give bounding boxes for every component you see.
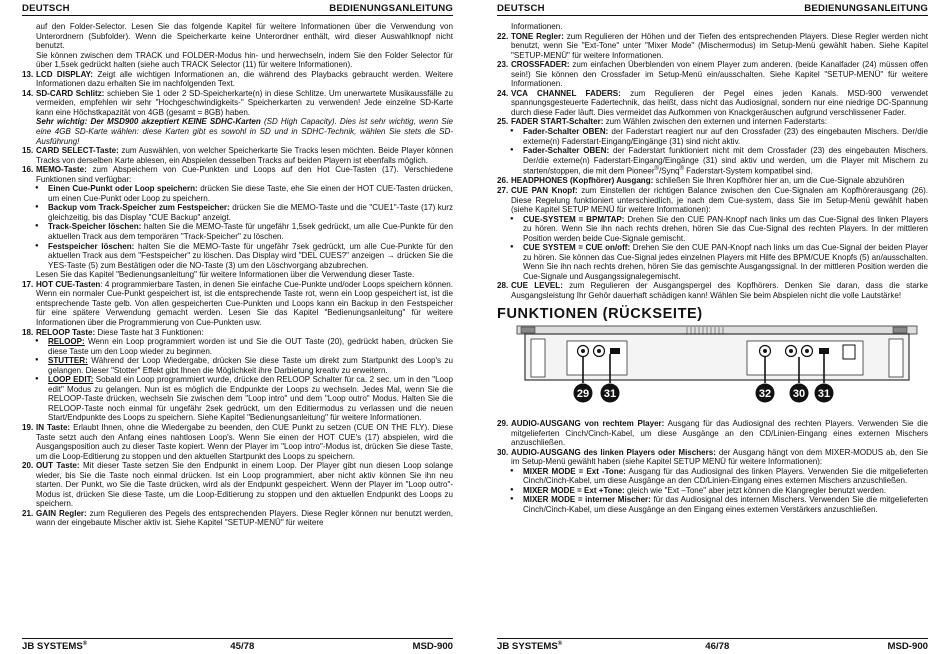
page-body — [22, 22, 453, 528]
bullet-term: Backup vom Track-Speicher zum Festspeicher: — [48, 203, 230, 213]
item-term: HEADPHONES (Kopfhörer) Ausgang: — [511, 176, 654, 186]
page-46 — [475, 0, 950, 654]
item-text: zum Abspeichern von Cue-Punkten und Loops auf den Hot Cue-Tasten (17). Verschiedene Funktionen sind verfügbar: — [36, 165, 453, 184]
bullet-item — [22, 203, 453, 222]
bullet-item — [22, 222, 453, 241]
bullet-item — [497, 467, 928, 486]
callout-label: 31 — [603, 388, 617, 401]
bullet-text: Wenn ein Loop programmiert worden ist und Sie die OUT Taste (20), gedrückt haben, drücken Sie diese Taste um den Loop wieder zu beginnen. — [48, 337, 453, 356]
bullet-text: halten Sie die MEMO-Taste für ungefähr 1,5sek gedrückt, um alle Cue-Punkte für den aktuellen Track aus dem temporären "Track-Speicher" zu löschen. — [48, 222, 453, 242]
paragraph: auf den Folder-Selector. Lesen Sie das folgende Kapitel für weitere Informationen über die Verwendung von Unterordnern (Subfolder). Wenn die Speicherkarte keine Unterordner enthält, wird dieser Auswahlknopf nicht benutzt. — [36, 22, 453, 51]
bullet-text: Drehen Sie den CUE PAN-Knopf nach links um das Cue-Signal der beiden Player zu hören. Sie können das Cue-Signal jedes einzelnen Players mit Hilfe des BPM/CUE Knopfs (5) an/ausschalten. Wenn Sie ihn nach rechts drehen, hören Sie das gemischte Ausgangssignal. In der mittleren Position werden die Cue-Signale und Ausgangssignalegemischt. — [523, 243, 928, 281]
item-term: RELOOP Taste: — [36, 327, 96, 337]
header-title: BEDIENUNGSANLEITUNG — [804, 3, 928, 14]
item-term: AUDIO-AUSGANG von rechtem Player: — [511, 419, 665, 429]
bullet-text: Sobald ein Loop programmiert wurde, drücke den RELOOP Schalter für ca. 2 sec. um in den "Loop edit" Modus zu gelangen. Nun ist es möglich die Endpunkte der Loops zu wechseln. Jedes Mal, wenn Sie die RELOOP-Taste drücken, wechseln Sie zwischen dem "Loop intro" und dem "Loop outro" Modus. Halten Sie die RELOOP-Taste noch einmal für ungefähr 2sek gedrückt, um den Editiermodus zu verlassen und die neuen Start/Endpunkte des Loops zu speichern. Siehe Kapitel "Bedienungsanleitung" für weitere Informationen. — [48, 375, 453, 423]
item-number: 22. — [497, 31, 509, 41]
bullet-term: Fader-Schalter OBEN: — [523, 127, 609, 137]
bullet-item — [497, 215, 928, 244]
list-item-20 — [22, 461, 453, 509]
bullet-item — [497, 127, 928, 146]
list-item-21 — [22, 509, 453, 528]
item-number: 26. — [497, 176, 509, 186]
page-body — [497, 22, 928, 515]
footer-model: MSD-900 — [412, 641, 453, 652]
callout-label: 32 — [758, 388, 772, 401]
item-number: 23. — [497, 60, 509, 70]
brand-text: JB SYSTEMS — [497, 641, 558, 652]
bullet-term: Einen Cue-Punkt oder Loop speichern: — [48, 184, 198, 194]
item-text: zum Regulieren der Ausgangspergel des Kopfhörers. Denken Sie daran, dass die starke Ausgangsleistung Ihr Gehör dauerhaft schädigen kann! Wählen Sie beim Abspielen nicht die volle Lautstärke! — [511, 281, 928, 300]
list-item-30 — [497, 448, 928, 467]
list-item-24 — [497, 89, 928, 118]
list-item-16 — [22, 165, 453, 184]
list-item-22 — [497, 32, 928, 61]
item-text: Erlaubt Ihnen, ohne die Wiedergabe zu beenden, den CUE Punkt zu setzen (CUE ON THE FLY). Diese Taste setzt auch den Anfang eines nahtlosen Loop's. Wenn Sie einen der HOT CUE's (17) abspielen, wird die Ausgangsposition auch zu dieser Taste kopiert. Wenn der Player im "Loop intro"-Modus ist, drücken Sie diese Taste, um die Loop-Editierung zu stoppen und den aktuellen Startpunkt des Loops zu speichern. — [36, 422, 453, 461]
item-text: der Ausgang hängt von dem MIXER-MODUS ab, den Sie im Setup-Menü gewählt haben (siehe Kapitel SETUP MENÜ für weitere Informationen): — [511, 447, 928, 467]
list-item-18 — [22, 328, 453, 338]
item-term: SD-CARD Schlitz: — [36, 88, 105, 98]
bullet-text: drücken Sie diese Taste, ehe Sie einen der HOT CUE-Tasten drücken, um einen Cue-Punkt oder Loop zu speichern. — [48, 184, 453, 203]
bullet-term: MIXER MODE = interner Mischer: — [523, 495, 651, 505]
bullet-term: MIXER MODE = Ext +Tone: — [523, 485, 625, 495]
item-number: 18. — [22, 327, 34, 337]
item-term: AUDIO-AUSGANG des linken Players oder Mischers: — [511, 447, 716, 457]
item-text: zum Auswählen, von welcher Speicherkarte Sie Tracks lesen möchten. Beide Player können Tracks von derselben Karte ablesen, ein Abspielen desselben Tracks auf beiden Playern ist ebenfalls möglich. — [36, 146, 453, 165]
item-text: zum Regulieren der Höhen und der Tiefen des entsprechenden Players. Diese Regler werden nicht benutzt, wenn Sie "Ext-Tone" unter "Mixer Mode" (Mischermodus) im Setup-Menü gewählt haben. Siehe Kapitel "SETUP-MENÜ" für weitere Informationen. — [511, 31, 928, 60]
item-term: CUE LEVEL: — [511, 281, 563, 291]
item-term: OUT Taste: — [36, 461, 80, 471]
item-text: schieben Sie 1 oder 2 SD-Speicherkarte(n) in diese Schlitze. Um unerwartete Musikaussfälle zu vermeiden, empfehlen wir sehr "Hochgeschwindigkeits-" Speicherkarten zu verwenden! Jede einzelne SD-Karte kann eine Höchstkapazität von 4GB (gesamt = 8GB) haben. — [36, 88, 454, 117]
page-footer — [22, 638, 453, 652]
footer-model: MSD-900 — [887, 641, 928, 652]
warning-text: Sehr wichtig: Der MSD900 akzeptiert KEINE SDHC-Karten — [36, 117, 261, 127]
callout-label: 29 — [576, 388, 590, 401]
bullet-item — [22, 375, 453, 423]
item-text: Ausgang für das Audiosignal des rechten Players. Verwenden Sie die mitgelieferten Cinch/Cinch-Kabel, um diese Ausgänge an den CD/Linien-Eingang eines externen Mischers anzuschließen. — [511, 419, 928, 448]
bullet-item — [22, 242, 453, 271]
brand-text: JB SYSTEMS — [22, 641, 83, 652]
bullet-term: CUE-SYSTEM = BPM/TAP: — [523, 214, 625, 224]
item-term: TONE Regler: — [511, 31, 564, 41]
bullet-item — [497, 243, 928, 281]
rear-panel-drawing — [497, 325, 932, 413]
item-text: zum Wählen zwischen den externen und internen Faderstarts: — [603, 117, 828, 127]
page-header — [497, 2, 928, 16]
item-term: CARD SELECT-Taste: — [36, 146, 119, 156]
bullet-text: für das Audiosignal des internen Mischers. Verwenden Sie die mitgelieferten Cinch/Cinch-Kabel, um diese Ausgänge an den Eingang eines externen Verstärkers anzuschließen. — [523, 495, 928, 514]
warning-detail: (SD High Capacity). Dies ist sehr wichtig, wenn Sie eine 4GB SD-Karte wählen: diese Karten gibt es sowohl in SD und in SDHC-Technik, wählen Sie stets die SD-Ausführung! — [36, 117, 453, 146]
item-term: VCA CHANNEL FADERS: — [511, 88, 621, 98]
item-number: 15. — [22, 146, 34, 156]
item-text: zum einfachen Überblenden von einem Player zum anderen. (beide Kanalfader (24) müssen offen sein!) Sie können den Crossfader im Setup-Menü ein/ausschalten. Siehe Kapitel "SETUP-MENÜ" für weitere Informationen. — [511, 60, 928, 89]
bullet-item — [497, 146, 928, 176]
item-number: 13. — [22, 69, 34, 79]
bullet-term: STUTTER: — [48, 356, 88, 366]
bullet-text: Drehen Sie den CUE PAN-Knopf nach links um das Cue-Signal des linken Players zu hören. Wenn Sie ihn nach rechts drehen, hören Sie das Cue-Signal des rechten Players. In der mittleren Position werden beide Cue-Signale gemischt. — [523, 214, 928, 243]
item-number: 27. — [497, 185, 509, 195]
registered-mark: ® — [679, 166, 684, 173]
registered-mark: ® — [654, 166, 659, 173]
item-number: 14. — [22, 88, 34, 98]
item-term: GAIN Regler: — [36, 508, 87, 518]
bullet-text: der Faderstart funktioniert nicht mit dem Crossfader (23) des eingebauten Mischers. Der/die externe(n) Faderstart-Eingang/Eingänge (31) sind aktiv und werden, um die Player mit Mischern zu starten/stoppen, die mit dem Pioneer — [523, 146, 929, 176]
callout-label: 30 — [792, 388, 806, 401]
bullet-text: Während der Loop Wiedergabe, drücken Sie diese Taste um direkt zum Startpunkt des Loop's zu gelangen. Dieser "Stotter" Effekt gibt Ihnen die Möglichkeit ihre Darbietung kreativ zu erweitern. — [48, 356, 453, 375]
item-number: 16. — [22, 165, 34, 175]
item-term: HOT CUE-Tasten — [36, 279, 101, 289]
item-number: 30. — [497, 447, 509, 457]
list-item-19 — [22, 423, 453, 461]
registered-mark: ® — [82, 640, 88, 647]
item-text: zum Regulieren der Pegel eines jeden Kanals. MSD-900 verwendet spannungsgesteuerte Fadertechnik, das heißt, dass nicht das Audiosignal, sondern nur eine niedrige DC-Spannung durch diese Fader läuft. Dies vermeidet das Aufkommen von Knackgeräuschen aufgrund verschlissener Fader. — [511, 88, 928, 117]
item-text: schließen Sie Ihren Kopfhörer hier an, um die Cue-Signale abzuhören — [653, 176, 905, 186]
bullet-term: LOOP EDIT: — [48, 375, 94, 385]
list-item-29 — [497, 419, 928, 448]
bullet-text: der Faderstart reagiert nur auf den Crossfader (23) des eingebauten Mischers. Der/die externe(n) Faderstart-Eingang/Eingänge (31) sind nicht aktiv. — [523, 127, 928, 146]
bullet-term: Track-Speicher löschen: — [48, 222, 142, 232]
list-item-25 — [497, 117, 928, 127]
paragraph: Informationen. — [511, 22, 563, 31]
item-number: 20. — [22, 461, 34, 471]
item-term: LCD DISPLAY: — [36, 69, 94, 79]
footer-brand — [497, 641, 562, 652]
list-item-27 — [497, 186, 928, 215]
list-item-14 — [22, 89, 453, 146]
paragraph: Sie können zwischen dem TRACK und FOLDER-Modus hin- und herwechseln, indem Sie den Folder Selector für über 1,5sek gedrückt halten (siehe auch TRACK Selector (11) für weitere Informationen). — [36, 50, 453, 70]
item-text: zum Regulieren des Pegels des entsprechenden Players. Diese Regler können nur benutzt werden, wann der eingebaute Mischer aktiv ist. Siehe Kapitel "SETUP-MENÜ" für weitere — [36, 508, 454, 528]
bullet-item — [497, 495, 928, 514]
item-text: Zeigt alle wichtigen Informationen an, die während des Playbacks gebraucht werden. Weitere Informationen dazu erhalten Sie im nachfolgenden Text. — [36, 69, 454, 89]
footer-brand — [22, 641, 87, 652]
bullet-text: gleich wie "Ext –Tone" aber jetzt können die Klangregler benutzt werden. — [624, 485, 886, 495]
bullet-item — [22, 184, 453, 203]
bullet-item — [22, 356, 453, 375]
item-number: 17. — [22, 279, 34, 289]
callout-label: 31 — [817, 388, 831, 401]
page-header — [22, 2, 453, 16]
header-title: BEDIENUNGSANLEITUNG — [329, 3, 453, 14]
bullet-term: Festspeicher löschen: — [48, 241, 135, 251]
bullet-text: halten Sie die MEMO-Taste für ungefähr 7sek gedrückt, um alle Cue-Punkte für den aktuellen Track aus dem "Festspeicher" zu löschen. Das Display wird "DEL CUES?" anzeigen → drücken Sie die YES-Taste (5) zum Bestätigen oder die NO-Taste (3) um den Löschvorgang abzubrechen. — [48, 241, 453, 270]
item-number: 29. — [497, 419, 509, 429]
item-number: 24. — [497, 88, 509, 98]
item-text: : 4 programmierbare Tasten, in denen Sie einfache Cue-Punkte und/oder Loops speichern können. Wenn ein normaler Cue-Punkt gespeichert ist, ist die entsprechende Taste rot, wenn ein Loop gespeichert ist, ist die entsprechende Taste gelb. Von allen gespeicherten Cue-Punkten und Loops kann ein Backup in den Festspeicher für eine spätere Verwendung gemacht werden. Lesen Sie das Kapitel "Bedienungsanleitung" für weitere Informationen über die Programmierung von Cue-Punkten usw. — [36, 279, 453, 327]
item-number: 19. — [22, 422, 34, 432]
paragraph: Lesen Sie das Kapitel "Bedienungsanleitung" für weitere Informationen über die Verwendung dieser Taste. — [36, 270, 415, 280]
item-text: zum Einstellen der richtigen Balance zwischen den Cue-Signalen am Kopfhörerausgang (26). Diese Regelung funktioniert unterschiedlich, je nach dem Cue-system, dass Sie im Setup-Menü gewählt haben (siehe Kapitel SETUP MENÜ für weitere Informationen): — [511, 185, 928, 215]
list-item-15 — [22, 146, 453, 165]
list-item-23 — [497, 60, 928, 89]
item-number: 21. — [22, 508, 34, 518]
bullet-text: /Synq — [658, 166, 680, 176]
item-term: MEMO-Taste: — [36, 165, 87, 175]
list-item-13 — [22, 70, 453, 89]
item-text: Diese Taste hat 3 Funktionen: — [95, 327, 204, 337]
item-text: Mit dieser Taste setzen Sie den Endpunkt in einem Loop. Der Player gibt nun diesen Loop solange wieder, bis Sie die Taste noch einmal drücken. Ist ein Loop programmiert, aber nicht aktiv können Sie ihn neu starten. Der Punkt, wo Sie die Taste drücken, wird als der Endpunkt gespeichert. Wenn der Player im "Loop outro"-Modus ist, drücken Sie diese Taste, um die Loop-Editierung zu stoppen und den aktuellen Endpunkt des Loops zu speichern. — [36, 461, 453, 509]
page-number: 46/78 — [705, 641, 730, 652]
bullet-term: Fader-Schalter OBEN: — [523, 146, 610, 156]
registered-mark: ® — [557, 640, 563, 647]
list-item-17 — [22, 280, 453, 328]
list-item-28 — [497, 281, 928, 300]
rear-panel-figure — [497, 325, 928, 413]
item-term: CROSSFADER: — [511, 60, 570, 70]
bullet-item — [497, 486, 928, 496]
list-item-26 — [497, 176, 928, 186]
item-number: 25. — [497, 117, 509, 127]
bullet-text: Ausgang für das Audiosignal des linken Players. Verwenden Sie die mitgelieferten Cinch/Cinch-Kabel, um diese Ausgänge an den CD/Linien-Eingang eines externen Mischers anzuschließen. — [523, 466, 928, 486]
item-term: CUE PAN Knopf: — [511, 185, 578, 195]
bullet-text: Faderstart-System kompatibel sind. — [683, 166, 813, 176]
bullet-text: drücken Sie die MEMO-Taste und die "CUE1"-Taste (17) kurz gleichzeitig, bis das Display "CUE Backup" anzeigt. — [48, 203, 453, 222]
page-number: 45/78 — [230, 641, 255, 652]
item-number: 28. — [497, 281, 509, 291]
page-footer — [497, 638, 928, 652]
bullet-item — [22, 337, 453, 356]
section-title: FUNKTIONEN (RÜCKSEITE) — [497, 305, 703, 322]
item-term: FADER START-Schalter: — [511, 117, 604, 127]
item-term: IN Taste: — [36, 422, 71, 432]
header-language: DEUTSCH — [22, 3, 70, 14]
bullet-term: RELOOP: — [48, 337, 85, 347]
bullet-term: CUE SYSTEM = CUE on/off: — [523, 243, 631, 253]
bullet-term: MIXER MODE = Ext -Tone: — [523, 466, 626, 476]
header-language: DEUTSCH — [497, 3, 545, 14]
